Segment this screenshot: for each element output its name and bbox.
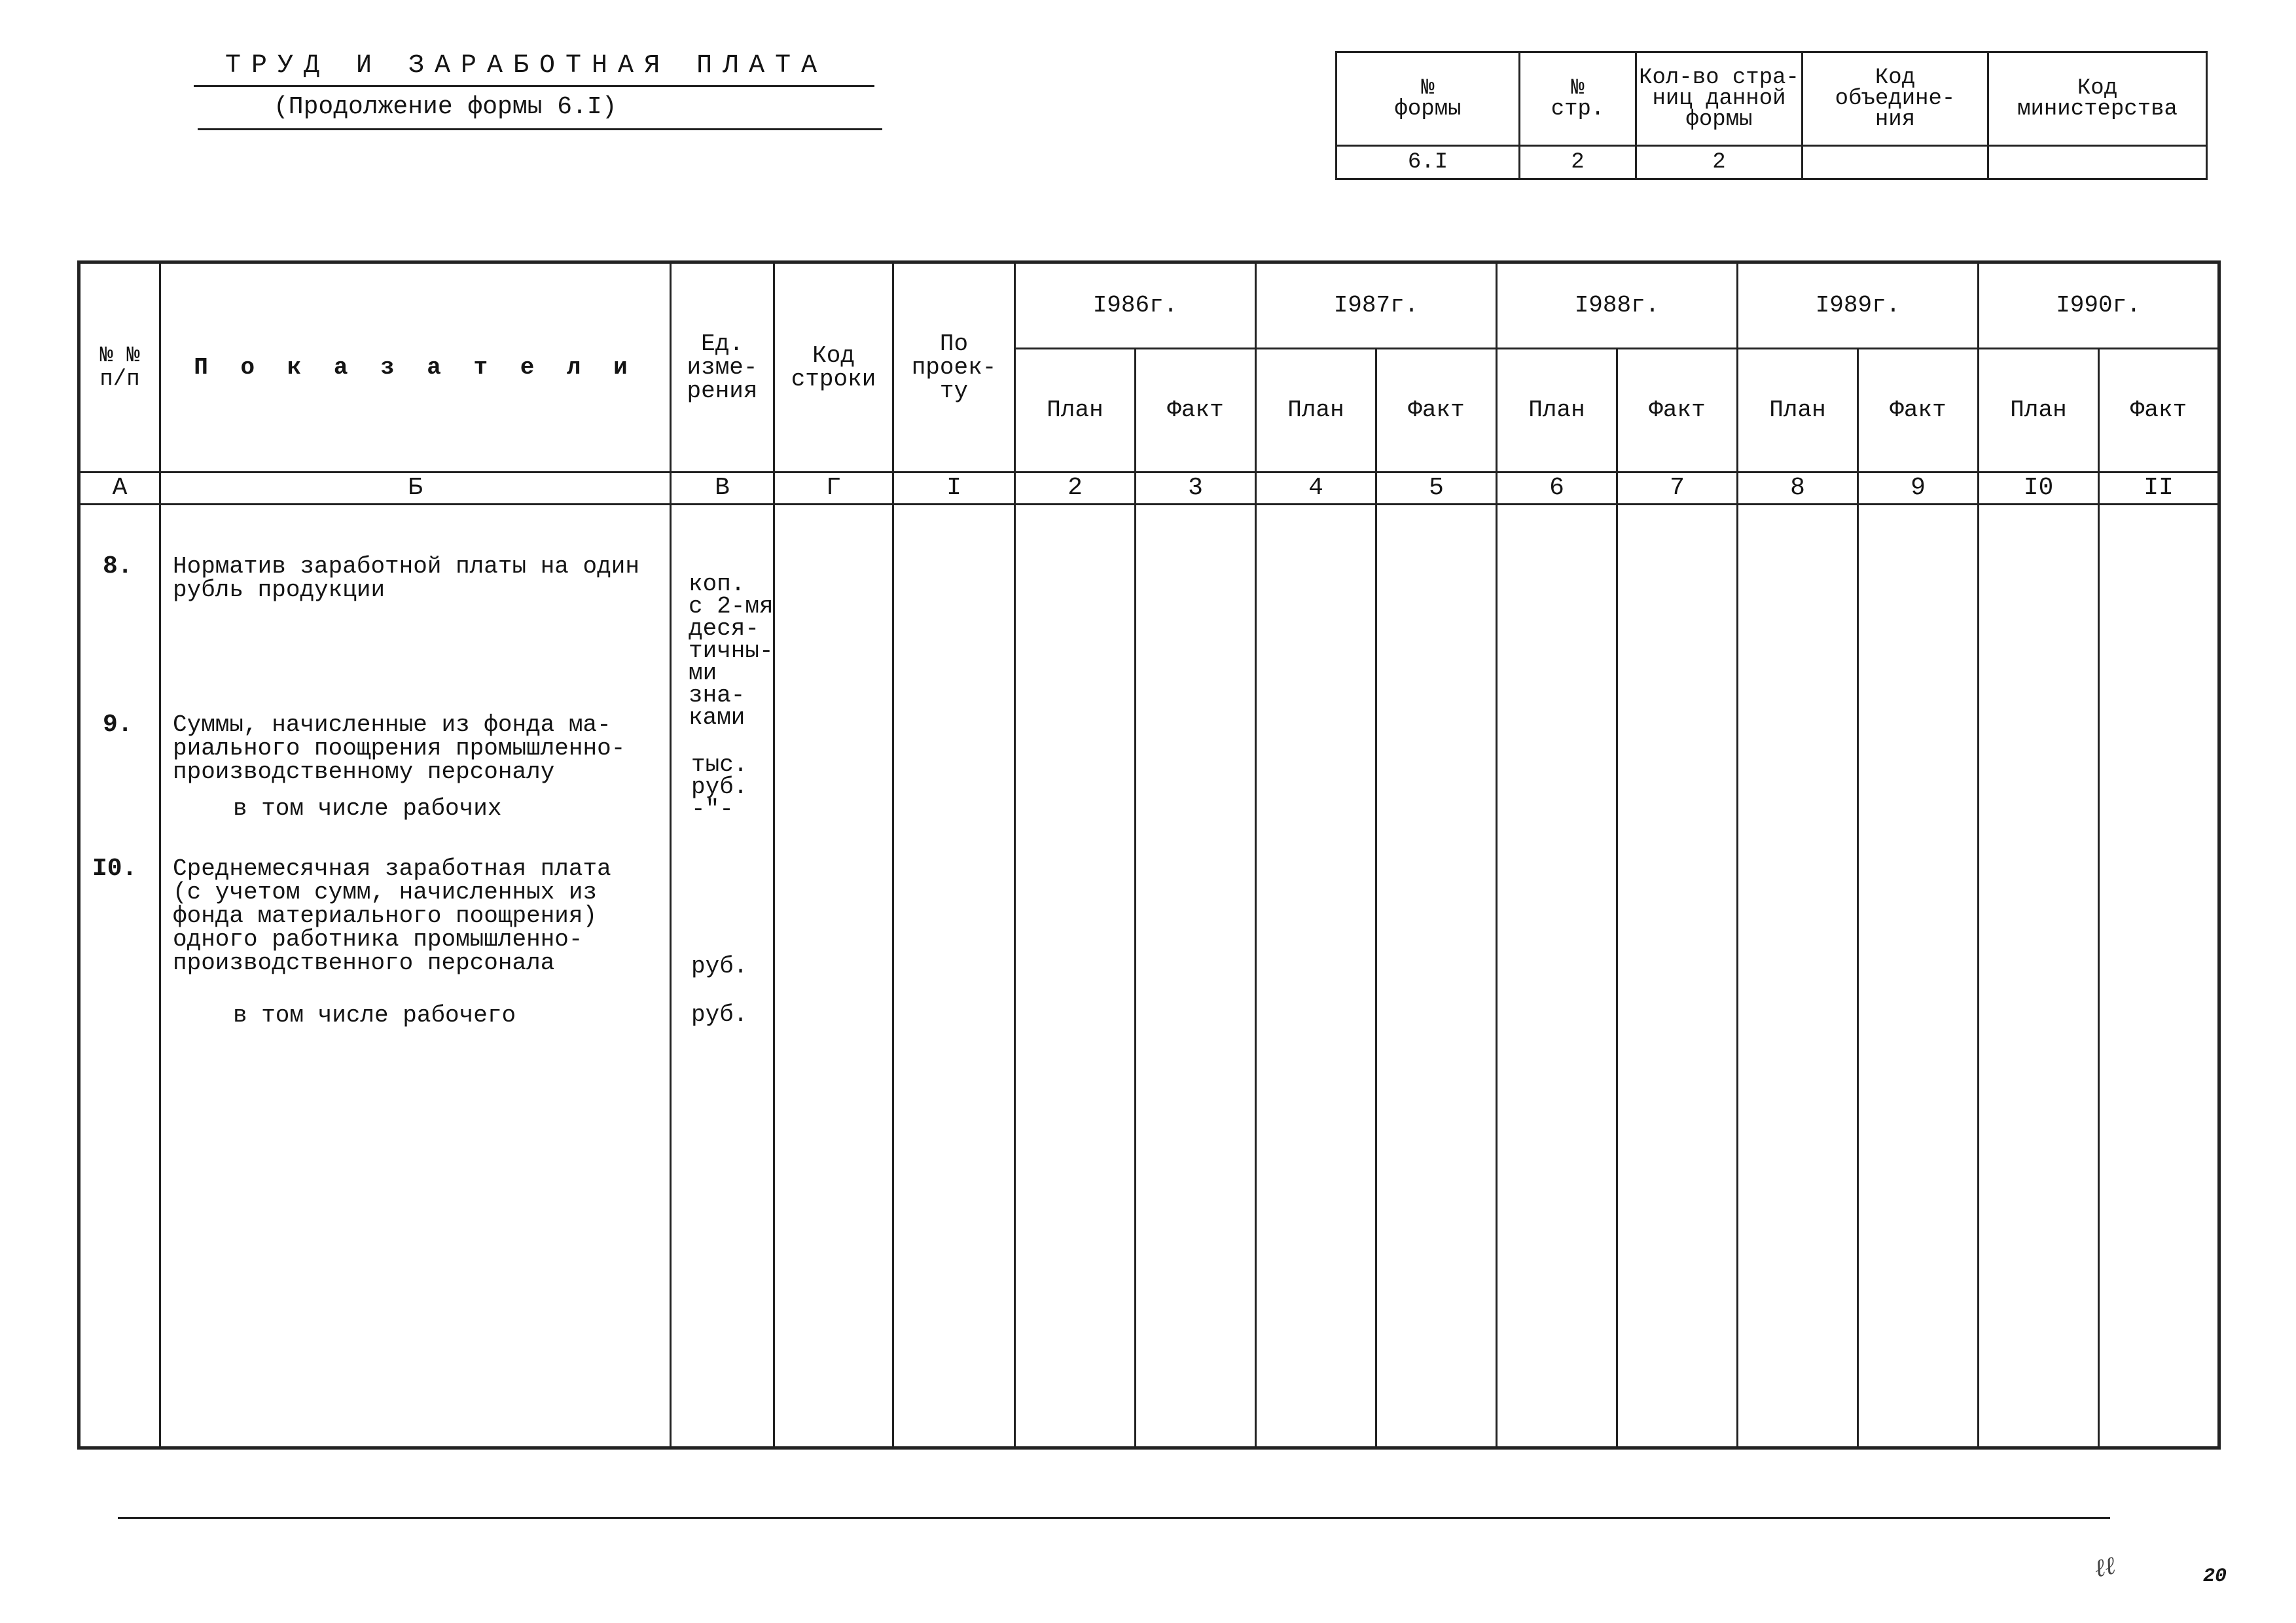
fact-1989-cell bbox=[1858, 505, 1979, 1448]
fact-1986-cell bbox=[1136, 505, 1256, 1448]
form-subtitle: (Продолжение формы 6.I) bbox=[274, 93, 617, 121]
unit-cell bbox=[671, 505, 774, 1448]
col-label: II bbox=[2099, 473, 2219, 505]
fact-header: Факт bbox=[1376, 349, 1497, 473]
indicators-table bbox=[77, 260, 2221, 1450]
plan-1989-cell bbox=[1738, 505, 1858, 1448]
col-label: Г bbox=[774, 473, 893, 505]
plan-1987-cell bbox=[1256, 505, 1376, 1448]
form-number-value: 6.I bbox=[1336, 146, 1520, 179]
col-label: 9 bbox=[1858, 473, 1979, 505]
subtitle-underline bbox=[198, 128, 882, 130]
col-label: I0 bbox=[1979, 473, 2099, 505]
col-unit-header: Ед. изме- рения bbox=[671, 262, 774, 473]
plan-1986-cell bbox=[1015, 505, 1136, 1448]
col-label: 8 bbox=[1738, 473, 1858, 505]
year-1986-header: I986г. bbox=[1015, 262, 1256, 349]
page-count-header: Кол-во стра- ниц данной формы bbox=[1636, 52, 1803, 146]
page-number-header: № стр. bbox=[1520, 52, 1636, 146]
row-number: I0. bbox=[92, 855, 137, 883]
fact-header: Факт bbox=[1617, 349, 1738, 473]
year-1988-header: I988г. bbox=[1497, 262, 1738, 349]
unit-text: руб. bbox=[691, 1001, 748, 1028]
association-code-value bbox=[1803, 146, 1988, 179]
col-label: 6 bbox=[1497, 473, 1617, 505]
fact-header: Факт bbox=[1136, 349, 1256, 473]
plan-header: План bbox=[1979, 349, 2099, 473]
code-cell bbox=[774, 505, 893, 1448]
indicator-text: в том числе рабочего bbox=[233, 1002, 516, 1029]
col-label: 2 bbox=[1015, 473, 1136, 505]
project-cell bbox=[893, 505, 1015, 1448]
col-label: А bbox=[79, 473, 160, 505]
year-1990-header: I990г. bbox=[1979, 262, 2219, 349]
indicator-text: Норматив заработной платы на один рубль продукции bbox=[173, 553, 639, 603]
row-number: 8. bbox=[103, 552, 133, 580]
unit-text: тыс. руб. bbox=[691, 751, 748, 800]
col-label: I bbox=[893, 473, 1015, 505]
plan-header: План bbox=[1497, 349, 1617, 473]
indicator-text: Суммы, начисленные из фонда ма- риального поощрения промышленно- производственному персоналу bbox=[173, 711, 626, 785]
fact-1990-cell bbox=[2099, 505, 2219, 1448]
plan-header: План bbox=[1738, 349, 1858, 473]
col-indicators-header: П о к а з а т е л и bbox=[160, 262, 671, 473]
col-label: В bbox=[671, 473, 774, 505]
unit-text: руб. bbox=[691, 953, 748, 980]
year-1987-header: I987г. bbox=[1256, 262, 1497, 349]
fact-1987-cell bbox=[1376, 505, 1497, 1448]
ministry-code-header: Код министерства bbox=[1988, 52, 2207, 146]
row-number-cell bbox=[79, 505, 160, 1448]
form-id-table bbox=[1335, 51, 2208, 180]
col-label: 7 bbox=[1617, 473, 1738, 505]
ministry-code-value bbox=[1988, 146, 2207, 179]
bottom-rule bbox=[118, 1517, 2110, 1519]
plan-1990-cell bbox=[1979, 505, 2099, 1448]
col-label: 3 bbox=[1136, 473, 1256, 505]
plan-header: План bbox=[1015, 349, 1136, 473]
title-underline bbox=[194, 85, 874, 87]
page-count-value: 2 bbox=[1636, 146, 1803, 179]
col-code-header: Код строки bbox=[774, 262, 893, 473]
unit-text: -"- bbox=[691, 796, 734, 823]
form-number-header: № формы bbox=[1336, 52, 1520, 146]
indicators-cell bbox=[160, 505, 671, 1448]
form-title: ТРУД И ЗАРАБОТНАЯ ПЛАТА bbox=[225, 51, 828, 80]
col-label: 5 bbox=[1376, 473, 1497, 505]
col-label: Б bbox=[160, 473, 671, 505]
unit-text: коп. с 2-мя деся- тичны- ми зна- ками bbox=[689, 571, 774, 731]
fact-1988-cell bbox=[1617, 505, 1738, 1448]
row-number: 9. bbox=[103, 711, 133, 739]
page-number: 20 bbox=[2203, 1565, 2227, 1588]
handwritten-signature: ℓℓ bbox=[2091, 1550, 2118, 1583]
col-row-number-header: № № п/п bbox=[79, 262, 160, 473]
indicator-text: в том числе рабочих bbox=[233, 795, 502, 822]
fact-header: Факт bbox=[1858, 349, 1979, 473]
plan-1988-cell bbox=[1497, 505, 1617, 1448]
page-number-value: 2 bbox=[1520, 146, 1636, 179]
col-label: 4 bbox=[1256, 473, 1376, 505]
fact-header: Факт bbox=[2099, 349, 2219, 473]
col-project-header: По проек- ту bbox=[893, 262, 1015, 473]
plan-header: План bbox=[1256, 349, 1376, 473]
association-code-header: Код объедине- ния bbox=[1803, 52, 1988, 146]
year-1989-header: I989г. bbox=[1738, 262, 1979, 349]
indicator-text: Среднемесячная заработная плата (с учетом сумм, начисленных из фонда материального поощрения) одного работника промышленно- производственного персонала bbox=[173, 855, 611, 976]
